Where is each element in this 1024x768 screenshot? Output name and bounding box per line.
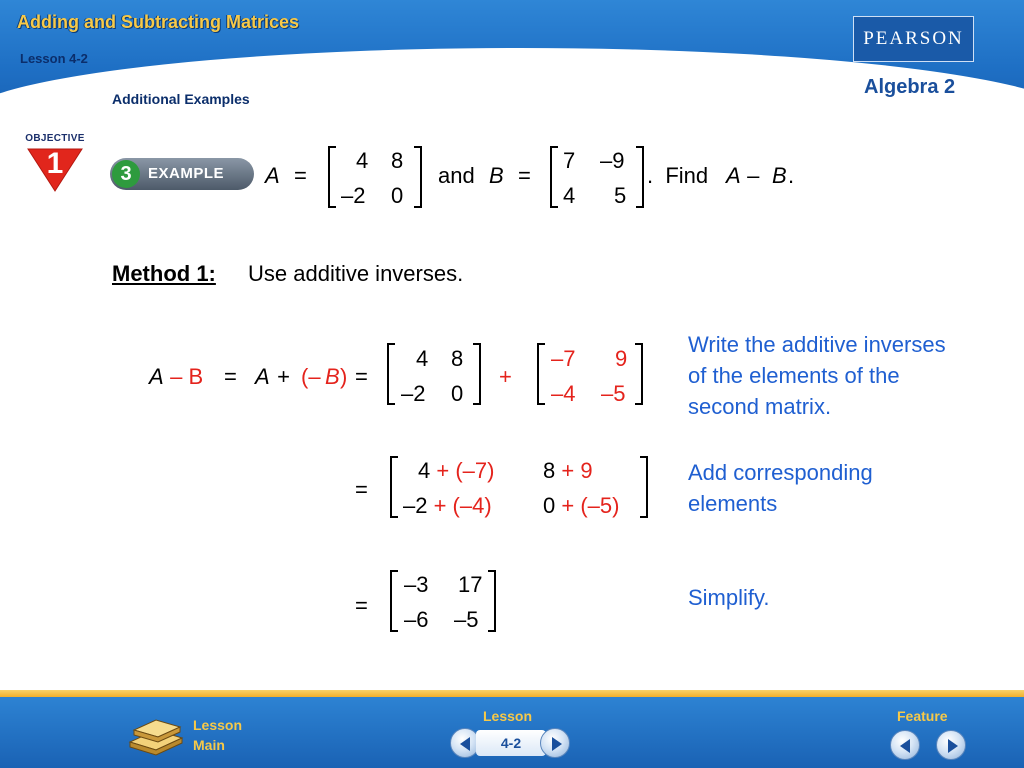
step1-matrix-neg-b-cell: –7 (551, 346, 576, 371)
step1-note-line: second matrix. (688, 394, 832, 419)
footer-gold-stripe (0, 690, 1024, 697)
step3-note: Simplify. (688, 585, 770, 610)
example-badge (110, 158, 254, 190)
equals-sign: = (355, 593, 368, 618)
var-a: A (265, 163, 280, 188)
step3-matrix-cell: 17 (458, 572, 483, 597)
objective-badge (20, 133, 90, 195)
step2-cell: 0 + (–5) (543, 493, 620, 518)
matrix-a-cell: 8 (391, 148, 404, 173)
next-arrow-icon (541, 729, 571, 759)
lesson-main-label: Lesson (193, 717, 243, 733)
matrix-b-cell: 4 (563, 183, 576, 208)
step3-matrix-cell: –3 (404, 572, 429, 597)
find-period: . (788, 163, 795, 188)
equals-sign: = (518, 163, 531, 188)
slide-title: Adding and Subtracting Matrices (17, 12, 300, 32)
books-icon (126, 712, 186, 756)
matrix-a-cell: 0 (391, 183, 404, 208)
step2-note-line: Add corresponding (688, 460, 873, 485)
step2-note-line: elements (688, 491, 778, 516)
lhs-minus-b: – B (164, 364, 204, 389)
equals-sign: = (294, 163, 307, 188)
lesson-next-button[interactable] (540, 728, 570, 758)
plus-sign: + (499, 364, 512, 389)
matrix-b-cell: 7 (563, 148, 576, 173)
next-arrow-icon (937, 731, 967, 761)
step1-matrix-neg-b-cell: 9 (615, 346, 628, 371)
step1-matrix-a-cell: 0 (451, 381, 464, 406)
example-label: EXAMPLE (148, 165, 225, 182)
find-text: . Find (647, 163, 709, 188)
matrix-a-cell: 4 (356, 148, 369, 173)
matrix-b-cell: 5 (614, 183, 627, 208)
feature-prev-button[interactable] (890, 730, 920, 760)
step1-matrix-neg-b-cell: –4 (551, 381, 576, 406)
feature-next-button[interactable] (936, 730, 966, 760)
method-description: Use additive inverses. (248, 261, 464, 286)
lesson-main-label: Main (193, 737, 225, 753)
course-name: Algebra 2 (864, 76, 956, 98)
objective-number: 1 (46, 147, 64, 180)
and-text: and (438, 163, 475, 188)
lhs-neg-b-open: (– (301, 364, 321, 389)
lesson-nav-label: Lesson (483, 708, 533, 724)
step1-matrix-a-cell: –2 (401, 381, 426, 406)
pearson-logo: PEARSON (853, 16, 974, 62)
var-b: B (489, 163, 504, 188)
prev-arrow-icon (891, 731, 921, 761)
find-var-b: B (772, 163, 787, 188)
objective-label: OBJECTIVE (25, 133, 85, 144)
lhs-neg-b-var: B (325, 364, 340, 389)
step3-matrix-cell: –6 (404, 607, 429, 632)
step2-cell: –2 + (–4) (403, 493, 492, 518)
lhs-var-a2: A (255, 364, 270, 389)
lhs-neg-b-close: ) (340, 364, 348, 389)
find-minus: – (741, 163, 766, 188)
equals-sign: = (355, 364, 368, 389)
feature-nav-label: Feature (897, 708, 948, 724)
step1-note-line: Write the additive inverses (688, 332, 946, 357)
step1-matrix-a-cell: 8 (451, 346, 464, 371)
step2-cell: 8 + 9 (543, 458, 593, 483)
lesson-number: 4-2 (476, 730, 546, 756)
slide-header (0, 0, 1024, 116)
step1-matrix-a-brackets (385, 341, 483, 407)
equals-sign: = (224, 364, 237, 389)
find-var-a: A (726, 163, 741, 188)
matrix-a-cell: –2 (341, 183, 366, 208)
lhs-plus: + (271, 364, 297, 389)
matrix-b-cell: –9 (600, 148, 625, 173)
step1-note-line: of the elements of the (688, 363, 900, 388)
step3-matrix-cell: –5 (454, 607, 479, 632)
lhs-var-a: A (149, 364, 164, 389)
lesson-main-link[interactable] (126, 712, 266, 758)
step1-matrix-a-cell: 4 (416, 346, 429, 371)
equals-sign: = (355, 477, 368, 502)
lesson-label: Lesson 4-2 (20, 51, 88, 66)
section-subtitle: Additional Examples (112, 91, 250, 107)
step2-cell: 4 + (–7) (418, 458, 495, 483)
method-label: Method 1: (112, 261, 216, 286)
example-number: 3 (112, 160, 140, 188)
step1-matrix-neg-b-cell: –5 (601, 381, 626, 406)
